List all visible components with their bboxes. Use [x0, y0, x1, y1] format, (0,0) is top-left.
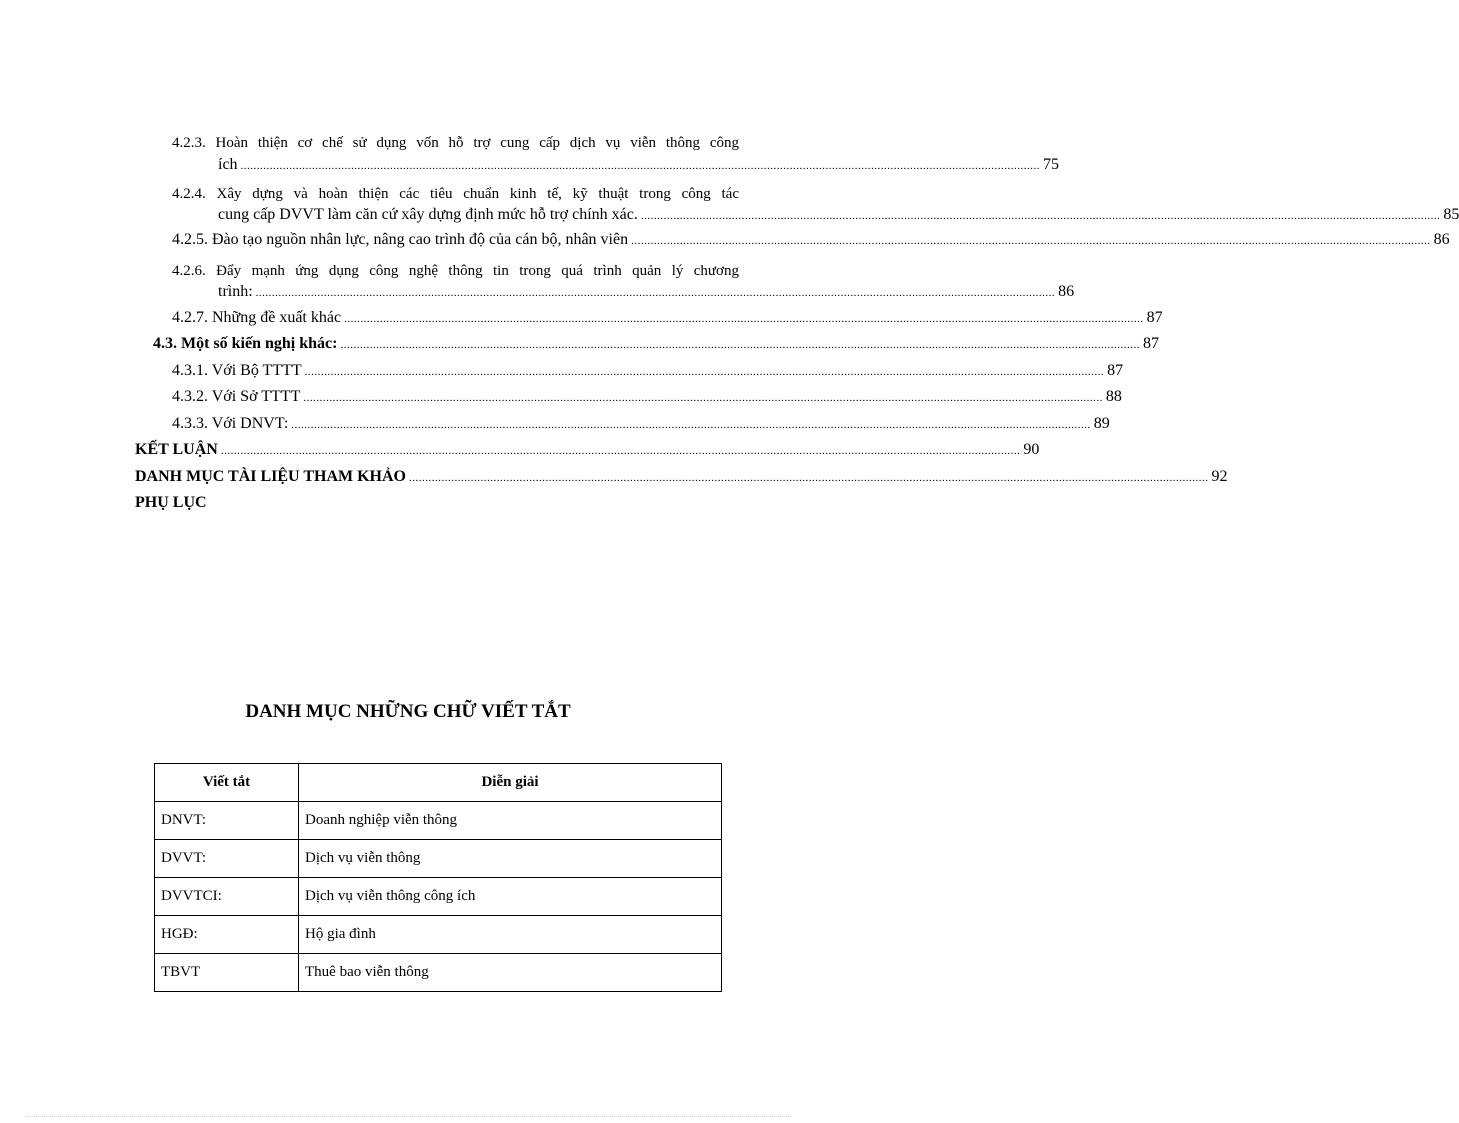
toc-entry-conclusion [135, 441, 1040, 467]
toc-page-number: 87 [1142, 335, 1159, 352]
toc-entry-title: 4.3. Một số kiến nghị khác: [153, 335, 338, 352]
toc-entry-title: 4.2.4. Xây dựng và hoàn thiện các tiêu chuẩn kinh tế, kỹ thuật trong công tác [172, 186, 739, 202]
abbreviation-cell: HGĐ: [155, 916, 299, 954]
toc-entry-title-cont: cung cấp DVVT làm căn cứ xây dựng định mức hỗ trợ chính xác. [218, 206, 638, 223]
toc-page-number: 85 [1443, 206, 1459, 223]
explanation-cell: Dịch vụ viễn thông công ích [299, 878, 722, 916]
toc-leader: ...................................................................................................................................................................................................................................................... [303, 392, 1103, 404]
toc-page-number: 90 [1023, 441, 1040, 458]
toc-page-number: 75 [1043, 156, 1060, 173]
toc-leader: ...................................................................................................................................................................................................................................................... [240, 160, 1041, 172]
toc-entry-4-3-2 [172, 388, 1122, 414]
toc-entry-title: 4.2.5. Đào tạo nguồn nhân lực, nâng cao trình độ của cán bộ, nhân viên [172, 231, 629, 248]
table-row [155, 954, 722, 992]
toc-entry-4-3 [153, 335, 1159, 361]
toc-entry-title-cont: trình: [218, 283, 253, 300]
explanation-cell: Dịch vụ viễn thông [299, 840, 722, 878]
toc-leader: ...................................................................................................................................................................................................................................................... [631, 235, 1431, 247]
toc-entry-title: PHỤ LỤC [135, 494, 207, 511]
explanation-cell: Thuê bao viễn thông [299, 954, 722, 992]
toc-entry-4-3-1 [172, 362, 1124, 388]
toc-page-number: 87 [1107, 362, 1124, 379]
abbreviations-title: DANH MỤC NHỮNG CHỮ VIẾT TẮT [245, 701, 571, 722]
table-header-row [155, 764, 722, 802]
table-row [155, 840, 722, 878]
column-header-abbreviation: Viết tắt [155, 764, 299, 802]
toc-entry-title: 4.3.1. Với Bộ TTTT [172, 362, 302, 379]
toc-entry-title: 4.2.3. Hoàn thiện cơ chế sử dụng vốn hỗ trợ cung cấp dịch vụ viễn thông công [172, 135, 739, 151]
toc-entry-4-2-5 [172, 231, 1450, 257]
table-row [155, 878, 722, 916]
toc-leader: ...................................................................................................................................................................................................................................................... [220, 445, 1021, 457]
toc-leader: ...................................................................................................................................................................................................................................................... [291, 419, 1091, 431]
abbreviation-cell: DNVT: [155, 802, 299, 840]
toc-leader: ...................................................................................................................................................................................................................................................... [344, 313, 1144, 325]
column-header-explanation: Diễn giải [299, 764, 722, 802]
toc-entry-title: DANH MỤC TÀI LIỆU THAM KHẢO [135, 468, 406, 485]
toc-entry-title: 4.3.2. Với Sở TTTT [172, 388, 301, 405]
toc-entry-appendix [135, 494, 739, 520]
toc-leader: ...................................................................................................................................................................................................................................................... [304, 366, 1105, 378]
toc-entry-4-2-7 [172, 309, 1163, 335]
toc-page-number: 86 [1433, 231, 1450, 248]
abbreviation-cell: DVVTCI: [155, 878, 299, 916]
toc-page-number: 88 [1105, 388, 1122, 405]
explanation-cell: Hộ gia đình [299, 916, 722, 954]
toc-page-number: 92 [1211, 468, 1228, 485]
toc-leader: ...................................................................................................................................................................................................................................................... [340, 339, 1140, 351]
toc-entry-references [135, 468, 1228, 494]
table-row [155, 916, 722, 954]
toc-entry-title: KẾT LUẬN [135, 441, 218, 458]
toc-entry-4-3-3 [172, 415, 1110, 441]
abbreviation-cell: TBVT [155, 954, 299, 992]
toc-leader: ...................................................................................................................................................................................................................................................... [640, 210, 1441, 222]
table-row [155, 802, 722, 840]
toc-page-number: 87 [1146, 309, 1163, 326]
toc-entry-title: 4.3.3. Với DNVT: [172, 415, 289, 432]
abbreviations-table [154, 763, 722, 992]
abbreviation-cell: DVVT: [155, 840, 299, 878]
explanation-cell: Doanh nghiệp viễn thông [299, 802, 722, 840]
toc-page-number: 86 [1058, 283, 1075, 300]
toc-entry-title: 4.2.7. Những đề xuất khác [172, 309, 342, 326]
toc-page-number: 89 [1093, 415, 1110, 432]
toc-leader: ...................................................................................................................................................................................................................................................... [408, 472, 1209, 484]
toc-entry-title: 4.2.6. Đẩy mạnh ứng dụng công nghệ thông tin trong quá trình quản lý chương [172, 263, 739, 279]
toc-leader: ...................................................................................................................................................................................................................................................... [255, 287, 1056, 299]
page-bottom-divider [25, 1116, 791, 1117]
toc-entry-title-cont: ích [218, 156, 238, 173]
